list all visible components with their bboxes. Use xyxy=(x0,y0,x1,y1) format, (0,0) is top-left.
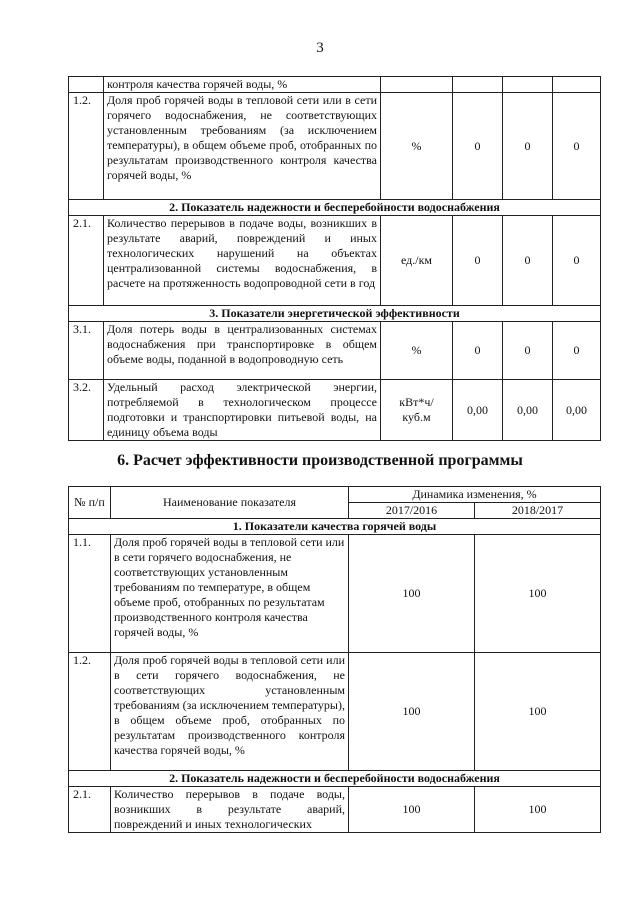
row-value: 100 xyxy=(349,787,475,833)
row-text: Доля проб горячей воды в тепловой сети или в сети горячего водоснабжения, не соответствующих установленным требованиям (за исключением температуры), в общем объеме проб, отобранных по результатам производственного контроля качества горячей воды, % xyxy=(104,93,381,200)
row-text: Доля проб горячей воды в тепловой сети или в сети горячего водоснабжения, не соответствующих установленным требованиям по температуре, в общем объеме проб, отобранных по результатам производственного контроля качества горячей воды, % xyxy=(111,535,349,653)
col-year2-header: 2018/2017 xyxy=(475,503,601,519)
row-value: 0 xyxy=(453,93,503,200)
section-title: 1. Показатели качества горячей воды xyxy=(69,519,601,535)
row-number: 3.1. xyxy=(69,322,104,380)
table-row xyxy=(69,322,601,380)
row-number: 1.1. xyxy=(69,535,111,653)
row-value: 0,00 xyxy=(453,380,503,441)
section-heading: 6. Расчет эффективности производственной программы xyxy=(117,452,523,469)
header-row xyxy=(69,487,601,503)
table-row xyxy=(69,380,601,441)
col-num-header: № п/п xyxy=(69,487,111,519)
row-value: 0,00 xyxy=(503,380,553,441)
col-name-header: Наименование показателя xyxy=(111,487,349,519)
table-row xyxy=(69,93,601,200)
row-value: 0,00 xyxy=(553,380,601,441)
row-text: Доля проб горячей воды в тепловой сети или в сети горячего водоснабжения, не соответствующих установленным требованиям (за исключением температуры), в общем объеме проб, отобранных по результатам производственного контроля качества горячей воды, % xyxy=(111,653,349,771)
row-value: 100 xyxy=(349,535,475,653)
row-value: 0 xyxy=(503,322,553,380)
efficiency-table xyxy=(68,486,601,833)
row-text: Количество перерывов в подаче воды, возникших в результате аварий, повреждений и иных технологических xyxy=(111,787,349,833)
table-row xyxy=(69,787,601,833)
row-value: 0 xyxy=(553,93,601,200)
section-row xyxy=(69,519,601,535)
table-row xyxy=(69,535,601,653)
section-title: 2. Показатель надежности и бесперебойности водоснабжения xyxy=(69,200,601,216)
row-value: 0 xyxy=(553,216,601,306)
row-unit: кВт*ч/ куб.м xyxy=(381,380,453,441)
row-value: 100 xyxy=(349,653,475,771)
row-unit: ед./км xyxy=(381,216,453,306)
section-row xyxy=(69,200,601,216)
row-unit: % xyxy=(381,322,453,380)
row-value: 0 xyxy=(553,322,601,380)
row-value: 0 xyxy=(503,216,553,306)
section-row xyxy=(69,306,601,322)
row-text: Доля потерь воды в централизованных системах водоснабжения при транспортировке в общем объеме воды, поданной в водопроводную сеть xyxy=(104,322,381,380)
row-value: 100 xyxy=(475,535,601,653)
row-number: 2.1. xyxy=(69,787,111,833)
row-number: 1.2. xyxy=(69,653,111,771)
row-text: Удельный расход электрической энергии, потребляемой в технологическом процессе подготовки и транспортировки питьевой воды, на единицу объема воды xyxy=(104,380,381,441)
table-row xyxy=(69,77,601,93)
row-number: 1.2. xyxy=(69,93,104,200)
row-text: Количество перерывов в подаче воды, возникших в результате аварий, повреждений и иных технологических нарушений на объектах централизованной системы водоснабжения, в расчете на протяженность водопроводной сети в год xyxy=(104,216,381,306)
row-number: 3.2. xyxy=(69,380,104,441)
row-value: 0 xyxy=(453,216,503,306)
table-row xyxy=(69,216,601,306)
row-value: 0 xyxy=(503,93,553,200)
row-text: контроля качества горячей воды, % xyxy=(104,77,381,93)
table-row xyxy=(69,653,601,771)
section-row xyxy=(69,771,601,787)
section-title: 2. Показатель надежности и бесперебойности водоснабжения xyxy=(69,771,601,787)
row-unit: % xyxy=(381,93,453,200)
col-dynamics-header: Динамика изменения, % xyxy=(349,487,601,503)
indicators-table xyxy=(68,76,601,441)
row-number: 2.1. xyxy=(69,216,104,306)
section-title: 3. Показатели энергетической эффективности xyxy=(69,306,601,322)
page-number: 3 xyxy=(316,40,324,56)
col-year1-header: 2017/2016 xyxy=(349,503,475,519)
row-value: 100 xyxy=(475,653,601,771)
row-value: 0 xyxy=(453,322,503,380)
row-value: 100 xyxy=(475,787,601,833)
